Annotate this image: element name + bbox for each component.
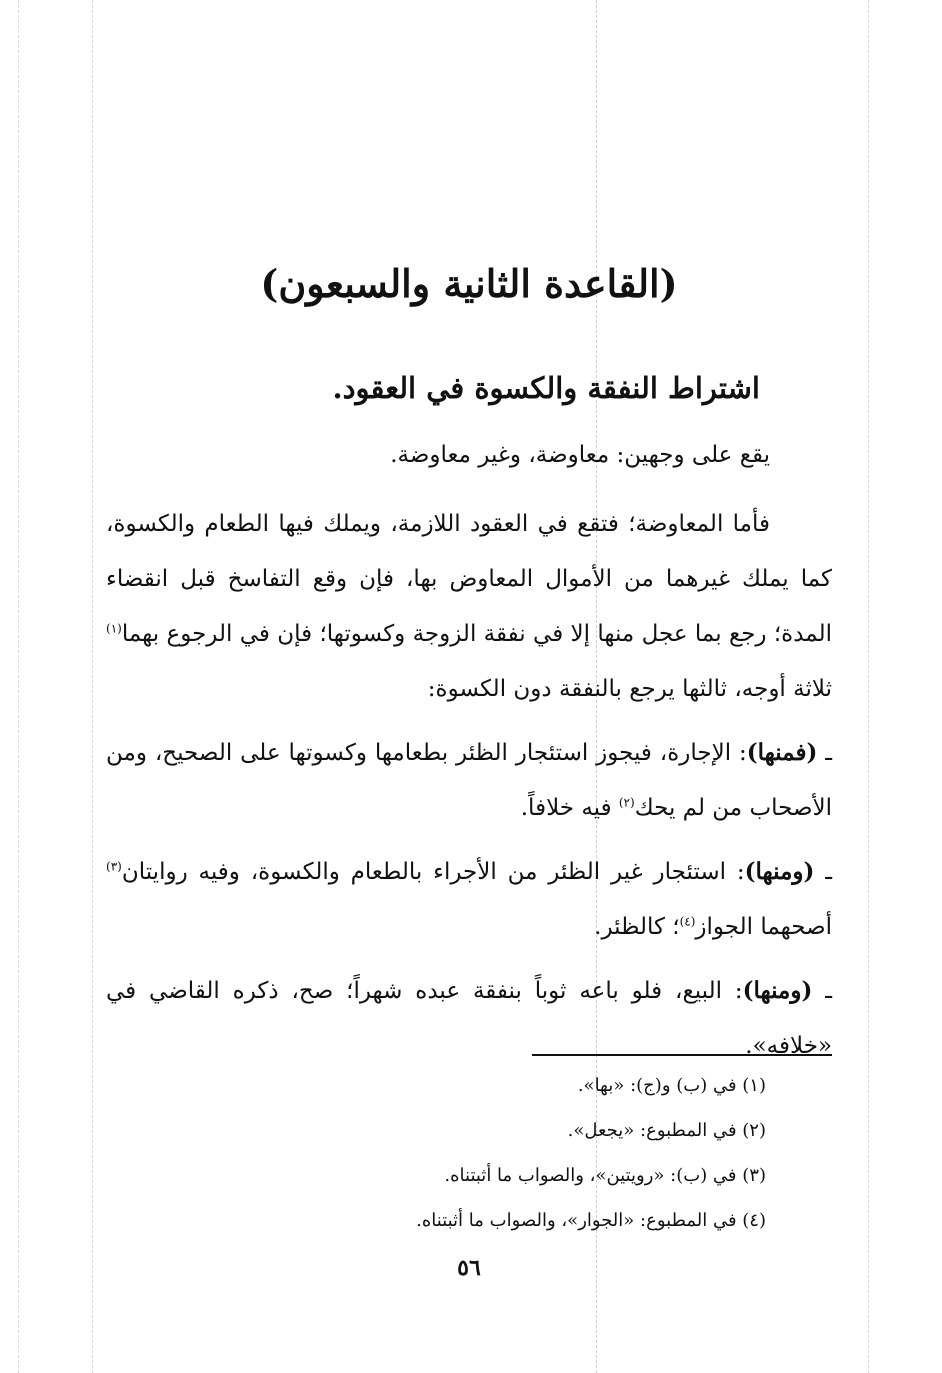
item-text: فيه خلافاً. xyxy=(520,795,619,821)
section-title: اشتراط النفقة والكسوة في العقود. xyxy=(332,371,760,405)
list-item-rental xyxy=(106,725,832,836)
item-text: : استئجار غير الظئر من الأجراء بالطعام والكسوة، وفيه روايتان xyxy=(121,859,745,885)
item-text: : البيع، فلو باعه ثوباً بنفقة عبده شهراً؛ صح، ذكره القاضي في «خلافه». xyxy=(106,978,832,1059)
footnote-1: (١) في (ب) و(ج): «بها». xyxy=(577,1075,766,1096)
item-lead: (ومنها) xyxy=(744,858,815,885)
footnote-marker: (٤) xyxy=(679,914,696,929)
footnote-3: (٣) في (ب): «رويتين»، والصواب ما أثبتناه. xyxy=(444,1165,766,1186)
footnote-marker: (١) xyxy=(106,621,122,636)
item-dash: ـ xyxy=(812,978,832,1004)
item-lead: (فمنها) xyxy=(746,739,818,766)
paragraph-text: ثلاثة أوجه، ثالثها يرجع بالنفقة دون الكسوة: xyxy=(427,676,832,702)
paragraph-compensation xyxy=(106,497,832,717)
paragraph-text: فأما المعاوضة؛ فتقع في العقود اللازمة، ويملك فيها الطعام والكسوة، كما يملك غيرهما من الأموال المعاوض بها، فإن وقع التفاسخ قبل انقضاء المدة؛ رجع بما عجل منها إلا في نفقة الزوجة وكسوتها؛ فإن في الرجوع بهما xyxy=(106,511,832,647)
footnote-4: (٤) في المطبوع: «الجوار»، والصواب ما أثبتناه. xyxy=(416,1210,766,1231)
chapter-title: (القاعدة الثانية والسبعون) xyxy=(260,261,678,306)
item-dash: ـ xyxy=(814,859,832,885)
footnote-divider xyxy=(532,1054,832,1056)
scan-guide-line xyxy=(868,0,869,1373)
scan-guide-line xyxy=(92,0,93,1373)
page-number: ٥٦ xyxy=(457,1255,481,1281)
intro-paragraph: يقع على وجهين: معاوضة، وغير معاوضة. xyxy=(390,442,770,468)
footnote-2: (٢) في المطبوع: «يجعل». xyxy=(567,1120,766,1141)
item-dash: ـ xyxy=(817,740,832,766)
footnote-marker: (٣) xyxy=(106,859,122,874)
footnote-marker: (٢) xyxy=(618,795,635,810)
item-lead: (ومنها) xyxy=(742,977,813,1004)
item-text: أصحهما الجواز xyxy=(695,914,832,940)
scan-guide-line xyxy=(18,0,19,1373)
item-text: : الإجارة، فيجوز استئجار الظئر بطعامها وكسوتها على الصحيح، ومن الأصحاب من لم يحك xyxy=(106,740,832,821)
book-page xyxy=(106,0,832,1373)
footnotes xyxy=(166,1063,766,1243)
list-item-sale xyxy=(106,963,832,1074)
list-item-hire xyxy=(106,844,832,955)
item-text: ؛ كالظئر. xyxy=(594,914,680,940)
body-text xyxy=(106,428,832,1082)
